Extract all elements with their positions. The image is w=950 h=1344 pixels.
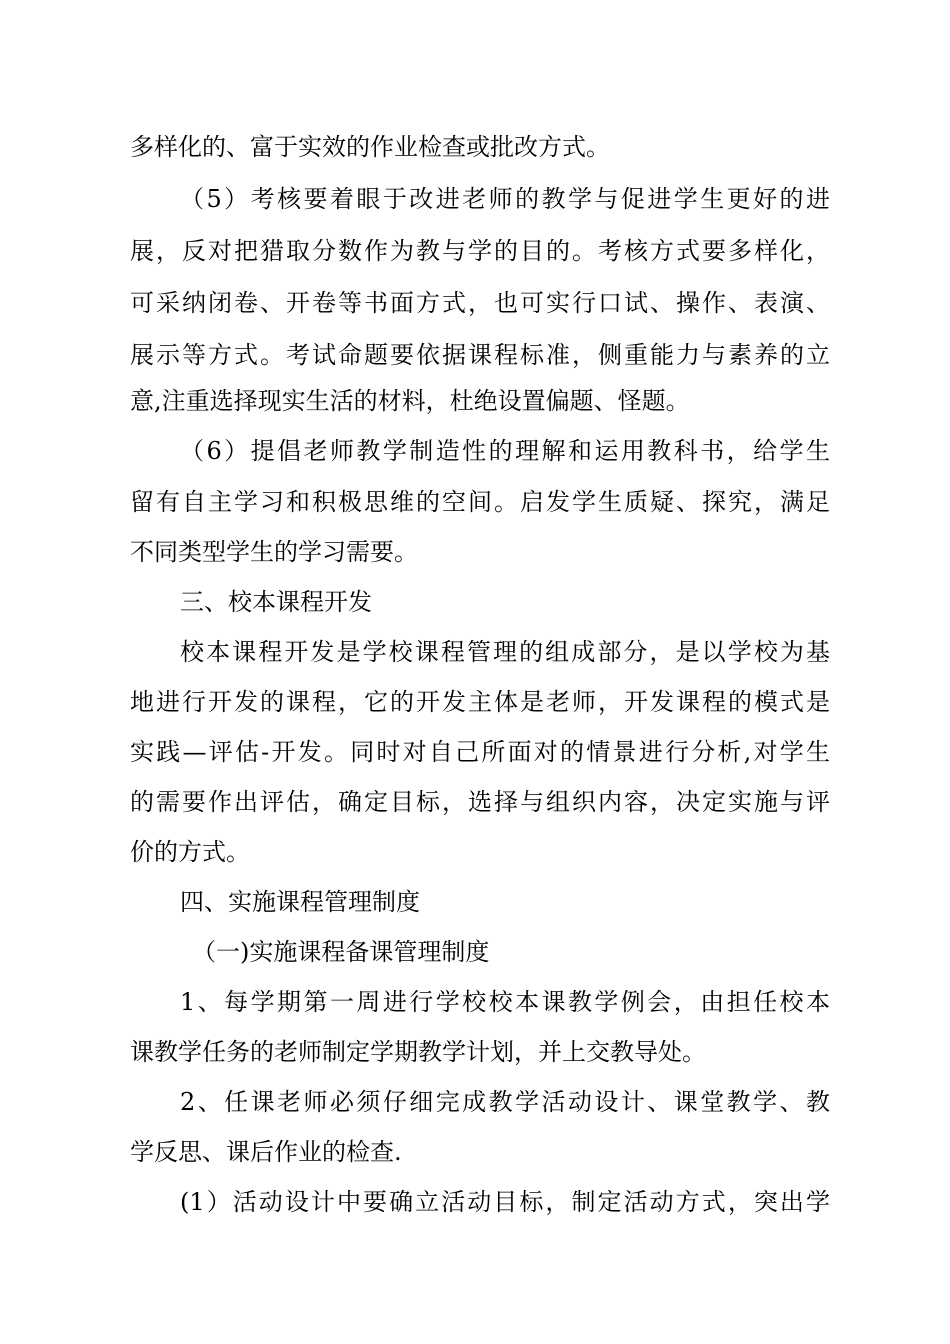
subsection-heading-1: （一)实施课程备课管理制度	[192, 938, 490, 966]
text-line-18: 1、每学期第一周进行学校校本课教学例会，由担任校本	[180, 988, 830, 1016]
text-line-5: 展示等方式。考试命题要依据课程标准，侧重能力与素养的立	[130, 341, 830, 369]
text-line-12: 地进行开发的课程，它的开发主体是老师，开发课程的模式是	[130, 688, 830, 716]
text-line-20: 2、任课老师必须仔细完成教学活动设计、课堂教学、教	[180, 1088, 830, 1116]
text-line-6: 意,注重选择现实生活的材料，杜绝设置偏题、怪题。	[130, 387, 690, 415]
text-line-1: 多样化的、富于实效的作业检查或批改方式。	[130, 133, 610, 161]
text-line-15: 价的方式。	[130, 838, 250, 866]
text-line-4: 可采纳闭卷、开卷等书面方式，也可实行口试、操作、表演、	[130, 289, 830, 317]
text-line-2: （5）考核要着眼于改进老师的教学与促进学生更好的进	[180, 185, 830, 213]
text-line-13: 实践—评估-开发。同时对自己所面对的情景进行分析,对学生	[130, 738, 830, 766]
section-heading-3: 三、校本课程开发	[180, 588, 372, 616]
text-line-11: 校本课程开发是学校课程管理的组成部分，是以学校为基	[180, 638, 830, 666]
text-line-22: (1）活动设计中要确立活动目标，制定活动方式，突出学	[180, 1188, 830, 1216]
text-line-19: 课教学任务的老师制定学期教学计划，并上交教导处。	[130, 1038, 706, 1066]
section-heading-4: 四、实施课程管理制度	[180, 888, 420, 916]
text-line-14: 的需要作出评估，确定目标，选择与组织内容，决定实施与评	[130, 788, 830, 816]
text-line-3: 展，反对把猎取分数作为教与学的目的。考核方式要多样化，	[130, 237, 830, 265]
text-line-8: 留有自主学习和积极思维的空间。启发学生质疑、探究，满足	[130, 488, 830, 516]
text-line-7: （6）提倡老师教学制造性的理解和运用教科书，给学生	[180, 437, 830, 465]
text-line-21: 学反思、课后作业的检查.	[130, 1138, 402, 1166]
text-line-9: 不同类型学生的学习需要。	[130, 538, 418, 566]
